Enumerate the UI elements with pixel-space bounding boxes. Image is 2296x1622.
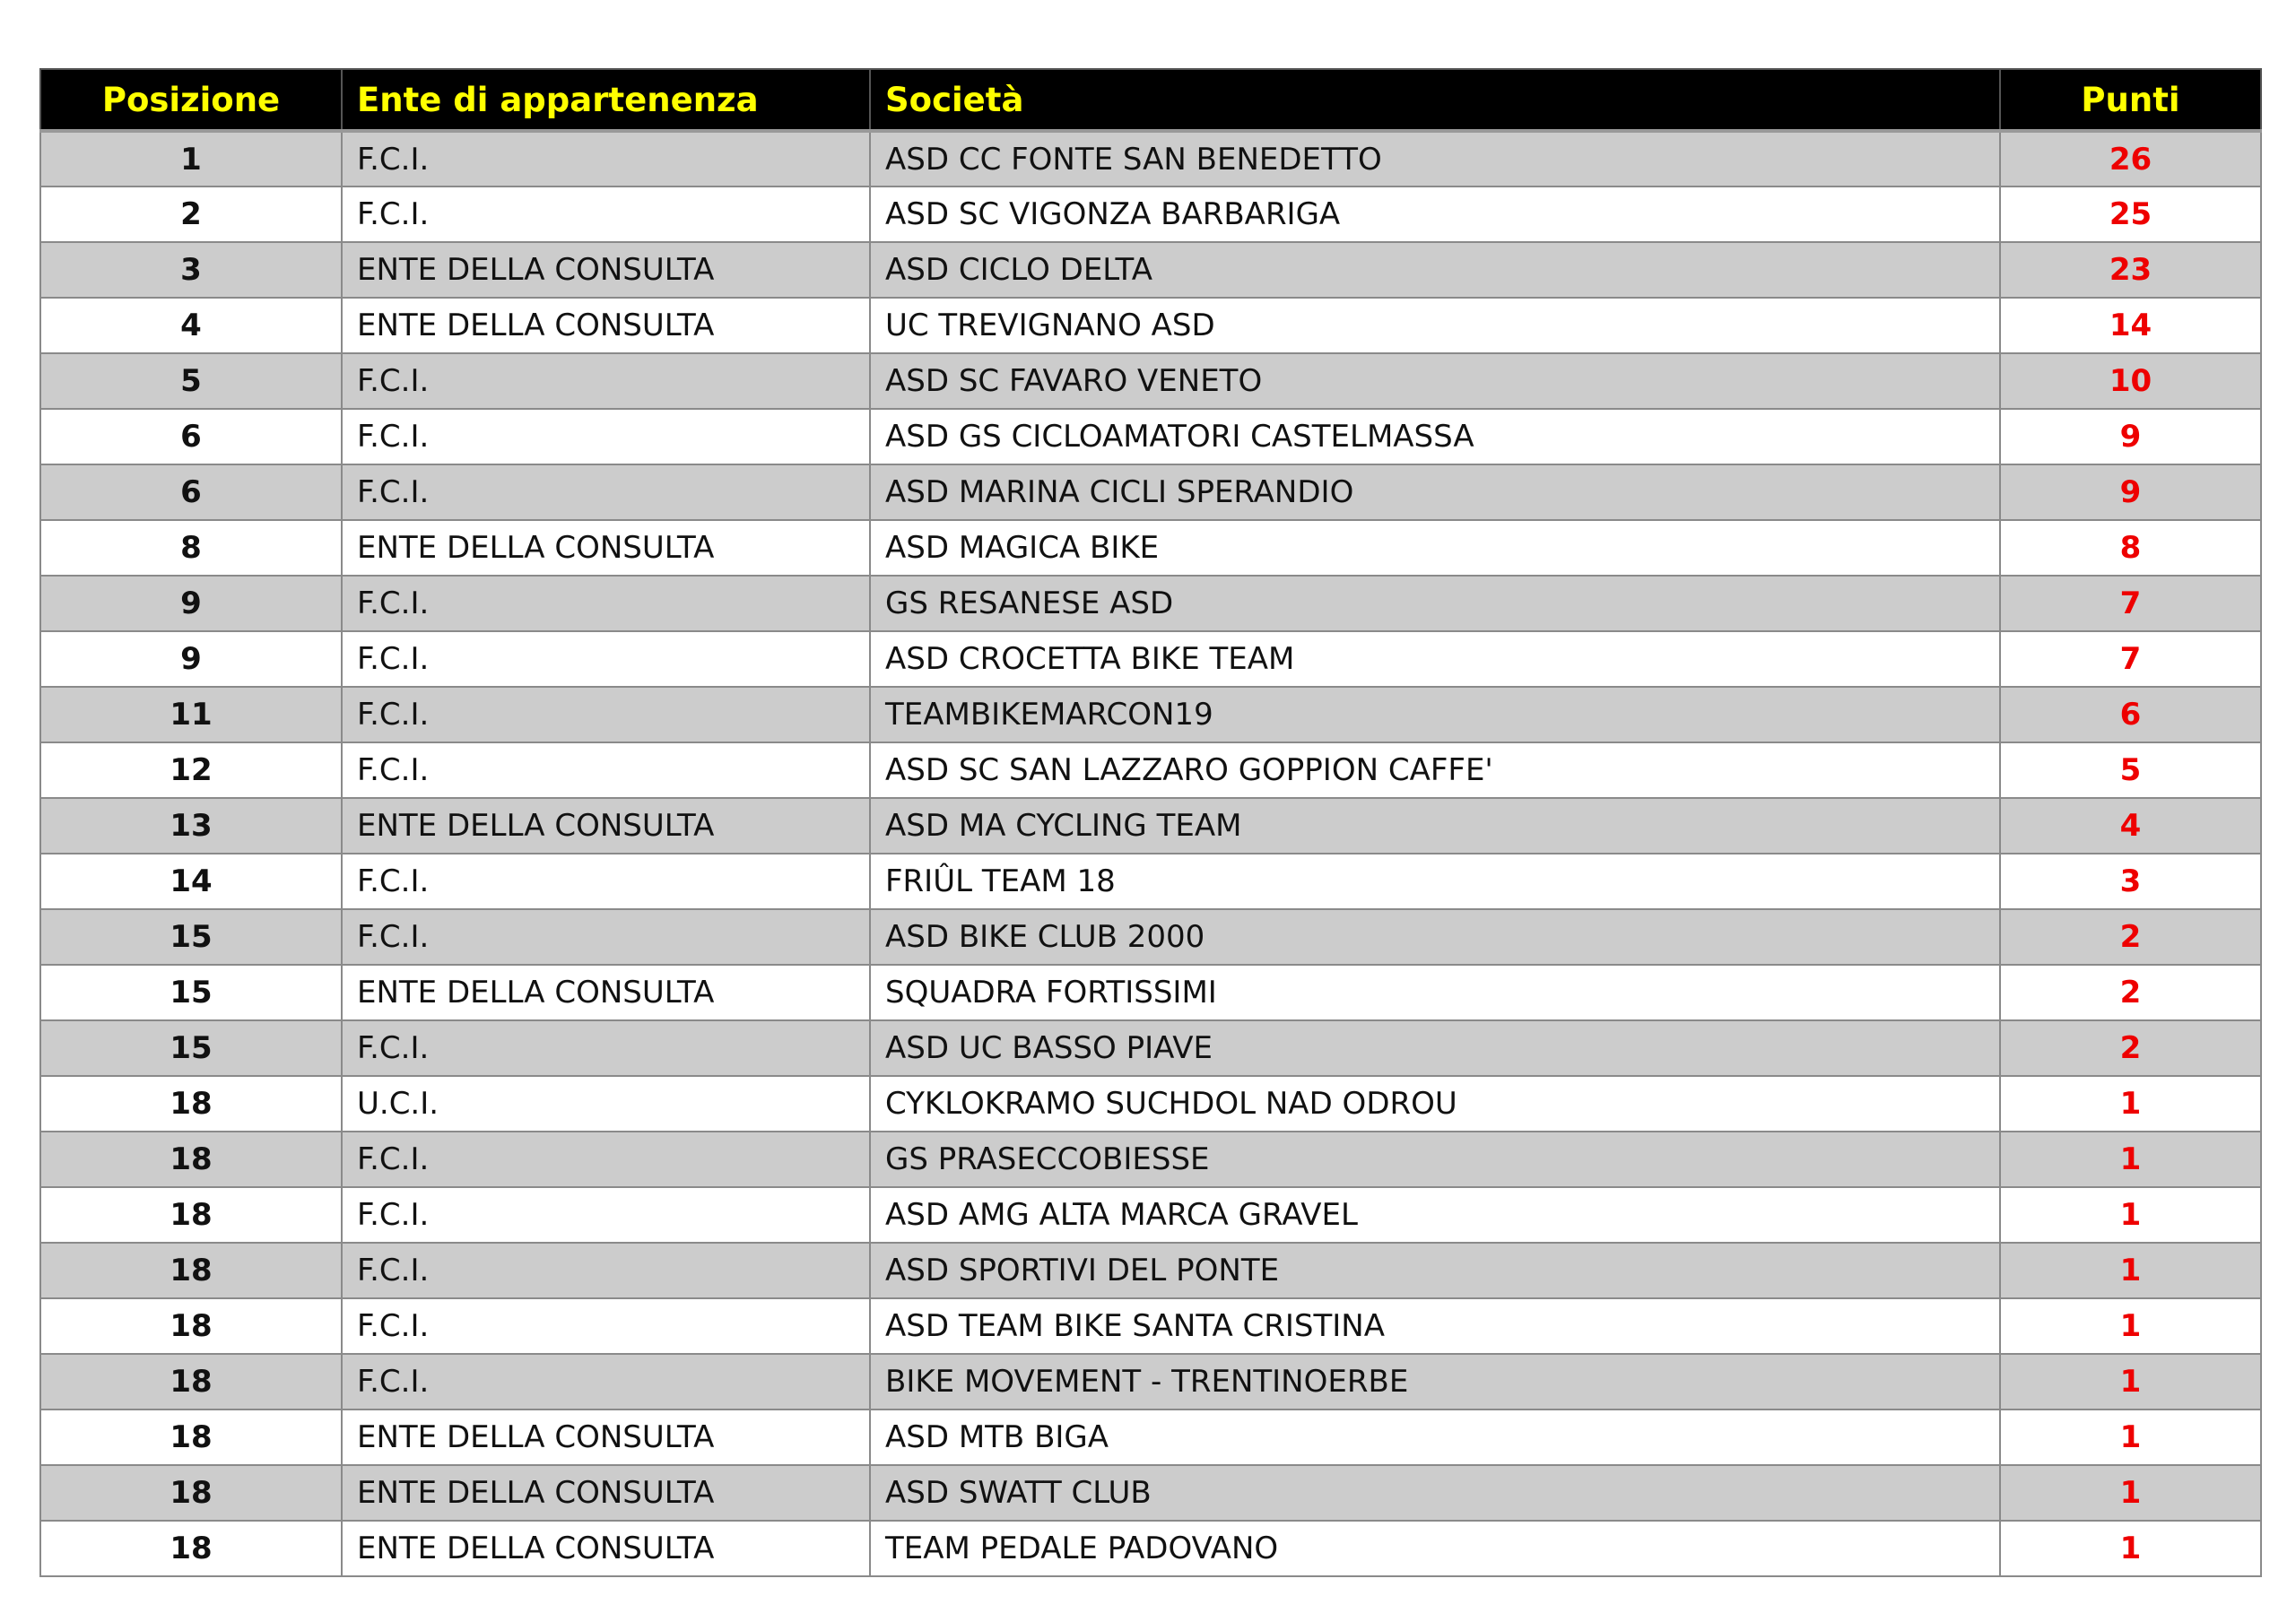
cell-ente: ENTE DELLA CONSULTA: [342, 520, 870, 576]
cell-societa: ASD SC SAN LAZZARO GOPPION CAFFE': [870, 742, 2000, 798]
table-row: [40, 1354, 2261, 1409]
table-row: [40, 242, 2261, 298]
cell-punti: 1: [2000, 1409, 2261, 1465]
cell-punti: 1: [2000, 1354, 2261, 1409]
cell-societa: ASD CC FONTE SAN BENEDETTO: [870, 131, 2000, 186]
cell-posizione: 18: [40, 1354, 342, 1409]
table-row: [40, 687, 2261, 742]
cell-societa: ASD SPORTIVI DEL PONTE: [870, 1243, 2000, 1298]
table-row: [40, 631, 2261, 687]
cell-ente: ENTE DELLA CONSULTA: [342, 298, 870, 353]
cell-ente: U.C.I.: [342, 1076, 870, 1132]
cell-posizione: 12: [40, 742, 342, 798]
table-row: [40, 1409, 2261, 1465]
standings-table: [39, 68, 2262, 1577]
table-row: [40, 409, 2261, 464]
table-row: [40, 909, 2261, 965]
cell-societa: ASD SC FAVARO VENETO: [870, 353, 2000, 409]
cell-ente: F.C.I.: [342, 464, 870, 520]
table-row: [40, 1243, 2261, 1298]
cell-ente: ENTE DELLA CONSULTA: [342, 242, 870, 298]
header-punti: Punti: [2000, 69, 2261, 131]
cell-posizione: 18: [40, 1187, 342, 1243]
cell-societa: GS RESANESE ASD: [870, 576, 2000, 631]
cell-punti: 1: [2000, 1465, 2261, 1521]
cell-posizione: 6: [40, 409, 342, 464]
table-row: [40, 520, 2261, 576]
cell-ente: F.C.I.: [342, 131, 870, 186]
cell-societa: ASD MARINA CICLI SPERANDIO: [870, 464, 2000, 520]
cell-posizione: 18: [40, 1409, 342, 1465]
cell-societa: ASD CICLO DELTA: [870, 242, 2000, 298]
cell-punti: 8: [2000, 520, 2261, 576]
table-row: [40, 1020, 2261, 1076]
cell-punti: 5: [2000, 742, 2261, 798]
cell-punti: 4: [2000, 798, 2261, 854]
table-row: [40, 576, 2261, 631]
cell-posizione: 8: [40, 520, 342, 576]
cell-punti: 2: [2000, 965, 2261, 1020]
cell-ente: F.C.I.: [342, 576, 870, 631]
cell-societa: UC TREVIGNANO ASD: [870, 298, 2000, 353]
cell-ente: F.C.I.: [342, 353, 870, 409]
cell-societa: ASD SWATT CLUB: [870, 1465, 2000, 1521]
table-row: [40, 742, 2261, 798]
cell-societa: SQUADRA FORTISSIMI: [870, 965, 2000, 1020]
cell-posizione: 11: [40, 687, 342, 742]
cell-societa: ASD MA CYCLING TEAM: [870, 798, 2000, 854]
cell-punti: 9: [2000, 464, 2261, 520]
table-row: [40, 131, 2261, 186]
table-row: [40, 1132, 2261, 1187]
table-row: [40, 965, 2261, 1020]
cell-posizione: 9: [40, 576, 342, 631]
cell-punti: 3: [2000, 854, 2261, 909]
cell-punti: 7: [2000, 576, 2261, 631]
table-row: [40, 1187, 2261, 1243]
cell-punti: 26: [2000, 131, 2261, 186]
cell-punti: 23: [2000, 242, 2261, 298]
cell-posizione: 3: [40, 242, 342, 298]
table-body: [40, 131, 2261, 1576]
table-row: [40, 298, 2261, 353]
cell-ente: F.C.I.: [342, 1020, 870, 1076]
cell-punti: 1: [2000, 1132, 2261, 1187]
cell-punti: 10: [2000, 353, 2261, 409]
table-row: [40, 186, 2261, 242]
cell-punti: 1: [2000, 1298, 2261, 1354]
cell-posizione: 13: [40, 798, 342, 854]
table-row: [40, 353, 2261, 409]
cell-ente: F.C.I.: [342, 409, 870, 464]
cell-ente: F.C.I.: [342, 1187, 870, 1243]
cell-societa: ASD GS CICLOAMATORI CASTELMASSA: [870, 409, 2000, 464]
cell-punti: 7: [2000, 631, 2261, 687]
table-header: [40, 69, 2261, 131]
cell-societa: ASD TEAM BIKE SANTA CRISTINA: [870, 1298, 2000, 1354]
cell-ente: ENTE DELLA CONSULTA: [342, 965, 870, 1020]
cell-punti: 1: [2000, 1187, 2261, 1243]
cell-ente: F.C.I.: [342, 909, 870, 965]
cell-societa: ASD BIKE CLUB 2000: [870, 909, 2000, 965]
cell-societa: TEAMBIKEMARCON19: [870, 687, 2000, 742]
cell-punti: 1: [2000, 1521, 2261, 1576]
cell-posizione: 6: [40, 464, 342, 520]
cell-ente: ENTE DELLA CONSULTA: [342, 1409, 870, 1465]
cell-societa: ASD AMG ALTA MARCA GRAVEL: [870, 1187, 2000, 1243]
cell-ente: ENTE DELLA CONSULTA: [342, 798, 870, 854]
header-posizione: Posizione: [40, 69, 342, 131]
cell-punti: 2: [2000, 909, 2261, 965]
cell-ente: ENTE DELLA CONSULTA: [342, 1521, 870, 1576]
cell-posizione: 9: [40, 631, 342, 687]
cell-ente: ENTE DELLA CONSULTA: [342, 1465, 870, 1521]
cell-societa: ASD UC BASSO PIAVE: [870, 1020, 2000, 1076]
cell-ente: F.C.I.: [342, 742, 870, 798]
cell-ente: F.C.I.: [342, 1354, 870, 1409]
cell-punti: 14: [2000, 298, 2261, 353]
cell-ente: F.C.I.: [342, 186, 870, 242]
cell-ente: F.C.I.: [342, 1132, 870, 1187]
cell-posizione: 18: [40, 1076, 342, 1132]
cell-posizione: 18: [40, 1298, 342, 1354]
cell-posizione: 18: [40, 1521, 342, 1576]
cell-ente: F.C.I.: [342, 854, 870, 909]
cell-ente: F.C.I.: [342, 1243, 870, 1298]
cell-punti: 1: [2000, 1076, 2261, 1132]
cell-punti: 2: [2000, 1020, 2261, 1076]
cell-societa: ASD MAGICA BIKE: [870, 520, 2000, 576]
cell-punti: 25: [2000, 186, 2261, 242]
cell-punti: 6: [2000, 687, 2261, 742]
table-row: [40, 854, 2261, 909]
cell-societa: ASD CROCETTA BIKE TEAM: [870, 631, 2000, 687]
header-ente: Ente di appartenenza: [342, 69, 870, 131]
table-row: [40, 464, 2261, 520]
header-row: [40, 69, 2261, 131]
cell-posizione: 15: [40, 1020, 342, 1076]
table-row: [40, 798, 2261, 854]
cell-societa: ASD SC VIGONZA BARBARIGA: [870, 186, 2000, 242]
table-row: [40, 1298, 2261, 1354]
header-societa: Società: [870, 69, 2000, 131]
cell-societa: CYKLOKRAMO SUCHDOL NAD ODROU: [870, 1076, 2000, 1132]
table-row: [40, 1465, 2261, 1521]
cell-posizione: 14: [40, 854, 342, 909]
cell-posizione: 4: [40, 298, 342, 353]
cell-ente: F.C.I.: [342, 687, 870, 742]
cell-punti: 1: [2000, 1243, 2261, 1298]
cell-posizione: 18: [40, 1243, 342, 1298]
cell-punti: 9: [2000, 409, 2261, 464]
cell-posizione: 1: [40, 131, 342, 186]
table-row: [40, 1076, 2261, 1132]
cell-societa: ASD MTB BIGA: [870, 1409, 2000, 1465]
cell-posizione: 18: [40, 1465, 342, 1521]
cell-ente: F.C.I.: [342, 1298, 870, 1354]
cell-societa: TEAM PEDALE PADOVANO: [870, 1521, 2000, 1576]
cell-posizione: 15: [40, 909, 342, 965]
cell-posizione: 18: [40, 1132, 342, 1187]
cell-posizione: 15: [40, 965, 342, 1020]
cell-societa: FRIÛL TEAM 18: [870, 854, 2000, 909]
cell-societa: GS PRASECCOBIESSE: [870, 1132, 2000, 1187]
cell-societa: BIKE MOVEMENT - TRENTINOERBE: [870, 1354, 2000, 1409]
cell-ente: F.C.I.: [342, 631, 870, 687]
cell-posizione: 5: [40, 353, 342, 409]
cell-posizione: 2: [40, 186, 342, 242]
table-row: [40, 1521, 2261, 1576]
